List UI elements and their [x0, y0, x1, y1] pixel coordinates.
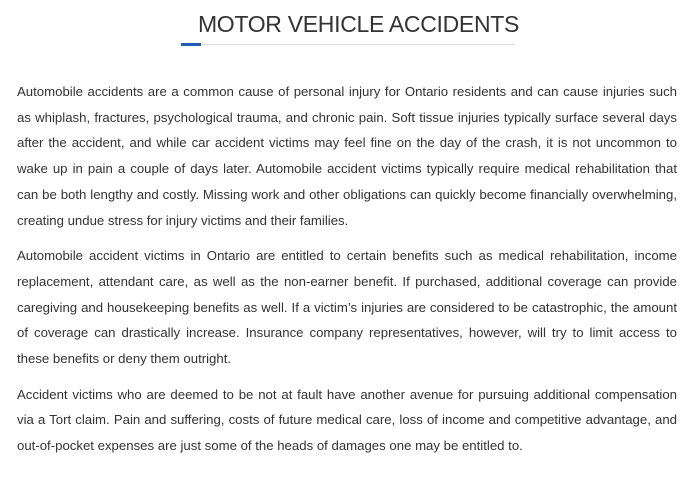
- paragraph-tort-claim: Accident victims who are deemed to be not at fault have another avenue for pursuing additional compensation via a Tort claim. Pain and suffering, costs of future medical care, loss of income and competitive advantage, and out-of-pocket expenses are just some of the heads of damages one may be entitled to.: [17, 386, 677, 454]
- page-title: MOTOR VEHICLE ACCIDENTS: [197, 11, 520, 37]
- title-accent-bar: [181, 43, 201, 46]
- paragraph-intro: Automobile accidents are a common cause of personal injury for Ontario residents and can cause injuries such as whiplash, fractures, psychological trauma, and chronic pain. Soft tissue injuries typically surface several days after the accident, and while car accident victims may feel fine on the day of the crash, it is not uncommon to wake up in pain a couple of days later. Automobile accident victims typically require medical rehabilitation that can be both lengthy and costly. Missing work and other obligations can quickly become financially overwhelming, creating undue stress for injury victims and their families.: [17, 84, 677, 228]
- article-body: [17, 79, 677, 469]
- paragraph-benefits: Automobile accident victims in Ontario are entitled to certain benefits such as medical rehabilitation, income replacement, attendant care, as well as the non-earner benefit. If purchased, additional coverage can provide caregiving and housekeeping benefits as well. If a victim’s injuries are considered to be catastrophic, the amount of coverage can drastically increase. Insurance company representatives, however, will try to limit access to these benefits or deny them outright.: [17, 248, 677, 367]
- section-header: [0, 0, 695, 50]
- title-divider: [181, 44, 515, 45]
